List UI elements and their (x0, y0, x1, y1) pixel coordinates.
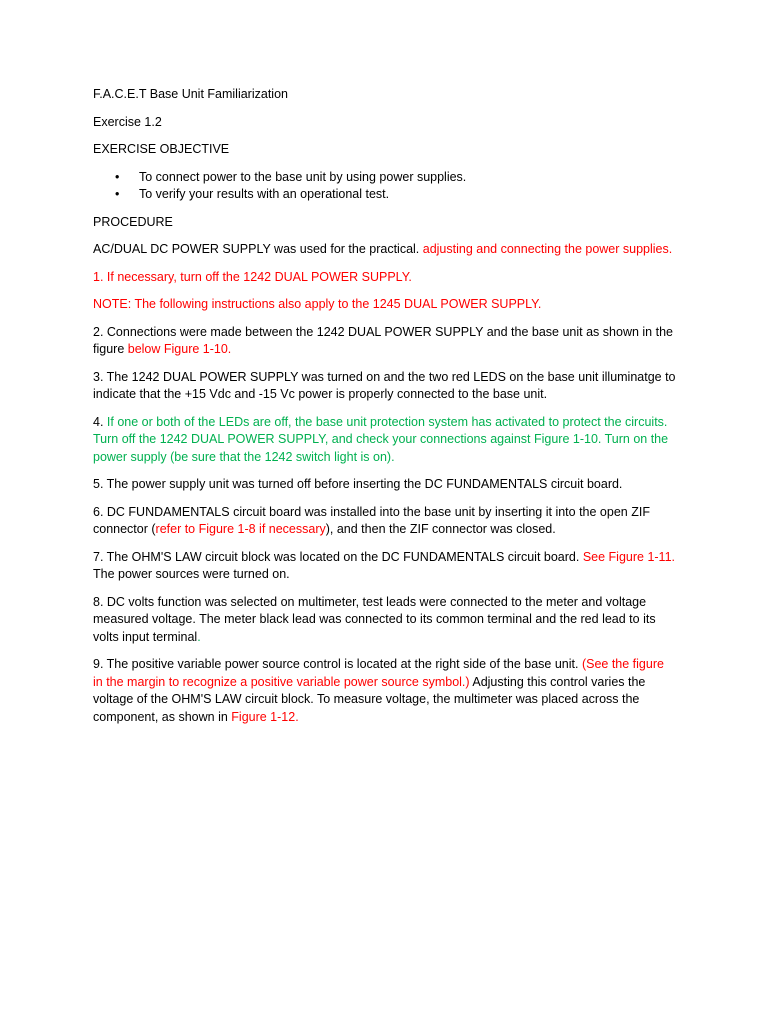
step-4-text: If one or both of the LEDs are off, the base unit protection system has activated to protect the circuits. Turn off the 1242 DUAL POWER SUPPLY, and check your connections against Figure 1-10. Turn on the power supply (be sure that the 1242 switch light is on). (93, 414, 669, 464)
document-page (93, 86, 677, 736)
list-item (93, 169, 677, 187)
step-2-text: 2. Connections were made between the 1242 DUAL POWER SUPPLY and the base unit as shown in the figure (93, 324, 673, 356)
objective-text: To connect power to the base unit by using power supplies. (139, 169, 467, 184)
bullet-icon: • (115, 187, 120, 201)
step-7-text: 7. The OHM'S LAW circuit block was located on the DC FUNDAMENTALS circuit board. (93, 549, 583, 564)
step-7-text-end: The power sources were turned on. (93, 567, 290, 581)
step-5: 5. The power supply unit was turned off before inserting the DC FUNDAMENTALS circuit board. (93, 477, 623, 491)
step-9-text: 9. The positive variable power source control is located at the right side of the base unit. (93, 657, 582, 671)
objective-heading: EXERCISE OBJECTIVE (93, 142, 230, 156)
objective-text: To verify your results with an operational test. (139, 187, 390, 201)
step-6-text-end: ), and then the ZIF connector was closed. (325, 522, 556, 536)
step-4 (93, 414, 677, 467)
step-1: 1. If necessary, turn off the 1242 DUAL POWER SUPPLY. (93, 269, 412, 284)
procedure-heading: PROCEDURE (93, 214, 173, 229)
figure-reference: See Figure 1-11. (582, 549, 676, 564)
step-8-period: . (197, 629, 201, 644)
list-item (93, 186, 677, 204)
step-7 (93, 549, 677, 584)
figure-reference: Figure 1-12. (231, 709, 299, 724)
bullet-icon: • (115, 169, 120, 184)
step-9-text-mid: Adjusting this control varies the voltage of the OHM'S LAW circuit block. To measure voltage, the multimeter was placed across the component, as shown in (93, 674, 646, 724)
step-2 (93, 324, 677, 359)
step-8-text: 8. DC volts function was selected on multimeter, test leads were connected to the meter and voltage measured voltage. The meter black lead was connected to its common terminal and the red lead to its volts input terminal (93, 594, 656, 644)
step-6-text: 6. DC FUNDAMENTALS circuit board was installed into the base unit by inserting it into the open ZIF connector ( (93, 504, 650, 536)
objective-list (93, 169, 677, 204)
figure-reference: below Figure 1-10. (127, 342, 232, 356)
procedure-intro (93, 241, 677, 259)
exercise-number: Exercise 1.2 (93, 114, 162, 129)
intro-text: AC/DUAL DC POWER SUPPLY was used for the practical. (93, 242, 423, 256)
step-9 (93, 656, 677, 726)
step-3: 3. The 1242 DUAL POWER SUPPLY was turned on and the two red LEDS on the base unit illuminatge to indicate that the +15 Vdc and -15 Vc power is properly connected to the base unit. (93, 369, 676, 401)
step-4-number: 4. (93, 414, 107, 429)
procedure-note: NOTE: The following instructions also apply to the 1245 DUAL POWER SUPPLY. (93, 297, 542, 311)
document-title: F.A.C.E.T Base Unit Familiarization (93, 87, 288, 101)
intro-highlight: adjusting and connecting the power supplies. (422, 242, 673, 256)
step-6 (93, 504, 677, 539)
figure-note: (See the figure in the margin to recognize a positive variable power source symbol.) (93, 657, 664, 689)
step-8 (93, 594, 677, 647)
figure-reference: refer to Figure 1-8 if necessary (155, 522, 326, 536)
